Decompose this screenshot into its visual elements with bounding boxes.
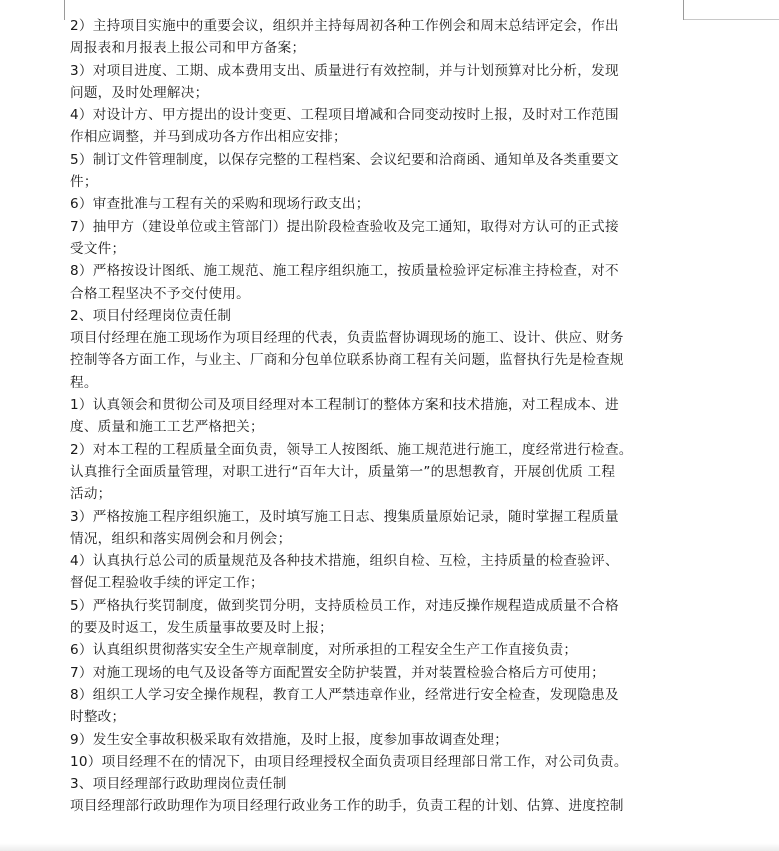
text-line: 5）制订文件管理制度，以保存完整的工程档案、会议纪要和洽商函、通知单及各类重要文 [70, 151, 619, 168]
text-line: 活动； [70, 486, 112, 503]
text-line: 受文件； [70, 240, 126, 257]
text-line: 程。 [70, 374, 98, 391]
text-line: 10）项目经理不在的情况下，由项目经理授权全面负责项目经理部日常工作，对公司负责。 [70, 753, 628, 770]
text-line: 3）对项目进度、工期、成本费用支出、质量进行有效控制，并与计划预算对比分析，发现 [70, 62, 619, 79]
text-line: 的要及时返工，发生质量事故要及时上报； [70, 620, 334, 637]
text-line: 3）严格按施工程序组织施工，及时填写施工日志、搜集质量原始记录，随时掌握工程质量 [70, 508, 619, 525]
text-line: 1）认真领会和贯彻公司及项目经理对本工程制订的整体方案和技术措施，对工程成本、进 [70, 397, 619, 414]
text-line: 件； [70, 174, 98, 191]
text-line: 项目付经理在施工现场作为项目经理的代表，负责监督协调现场的施工、设计、供应、财务 [70, 330, 624, 347]
text-line: 7）对施工现场的电气及设备等方面配置安全防护装置，并对装置检验合格后方可使用； [70, 664, 605, 681]
text-line: 项目经理部行政助理作为项目经理行政业务工作的助手，负责工程的计划、估算、进度控制 [70, 798, 624, 815]
crop-mark-top-left [64, 0, 65, 20]
text-line: 2）主持项目实施中的重要会议，组织并主持每周初各种工作例会和周末总结评定会，作出 [70, 18, 619, 34]
section-heading: 3、项目经理部行政助理岗位责任制 [70, 776, 287, 793]
text-line: 督促工程验收手续的评定工作； [70, 575, 264, 592]
crop-mark-top-right-horizontal [684, 19, 779, 20]
page-bottom-edge [0, 843, 779, 851]
text-line: 6）审查批准与工程有关的采购和现场行政支出； [70, 196, 370, 213]
text-line: 7）抽甲方（建设单位或主管部门）提出阶段检查验收及完工通知，取得对方认可的正式接 [70, 218, 619, 235]
text-line: 时整改； [70, 709, 126, 726]
text-line: 控制等各方面工作，与业主、厂商和分包单位联系协商工程有关问题，监督执行先是检查规 [70, 352, 624, 369]
text-line: 问题，及时处理解决； [70, 84, 209, 101]
text-line: 合格工程坚决不予交付使用。 [70, 285, 250, 302]
document-body [70, 15, 682, 818]
section-heading: 2、项目付经理岗位责任制 [70, 307, 232, 324]
text-line: 8）组织工人学习安全操作规程，教育工人严禁违章作业，经常进行安全检查，发现隐患及 [70, 686, 619, 703]
text-line: 周报表和月报表上报公司和甲方备案； [70, 40, 306, 57]
crop-mark-top-right [683, 0, 684, 20]
text-line: 8）严格按设计图纸、施工规范、施工程序组织施工，按质量检验评定标准主持检查，对不 [70, 263, 619, 280]
text-line: 4）对设计方、甲方提出的设计变更、工程项目增减和合同变动按时上报，及时对工作范围 [70, 107, 619, 124]
text-line: 5）严格执行奖罚制度，做到奖罚分明，支持质检员工作，对违反操作规程造成质量不合格 [70, 597, 619, 614]
text-line: 9）发生安全事故积极采取有效措施，及时上报，度参加事故调查处理； [70, 731, 509, 748]
text-line: 6）认真组织贯彻落实安全生产规章制度，对所承担的工程安全生产工作直接负责； [70, 642, 578, 659]
text-line: 度、质量和施工工艺严格把关； [70, 419, 264, 436]
text-line: 情况，组织和落实周例会和月例会； [70, 530, 292, 547]
text-line: 作相应调整，并马到成功各方作出相应安排； [70, 129, 347, 146]
text-line: 2）对本工程的工程质量全面负责，领导工人按图纸、施工规范进行施工，度经常进行检查。 [70, 441, 633, 458]
text-line: 认真推行全面质量管理，对职工进行“百年大计，质量第一”的思想教育，开展创优质 工程 [70, 463, 616, 480]
text-line: 4）认真执行总公司的质量规范及各种技术措施，组织自检、互检，主持质量的检查验评、 [70, 553, 619, 570]
